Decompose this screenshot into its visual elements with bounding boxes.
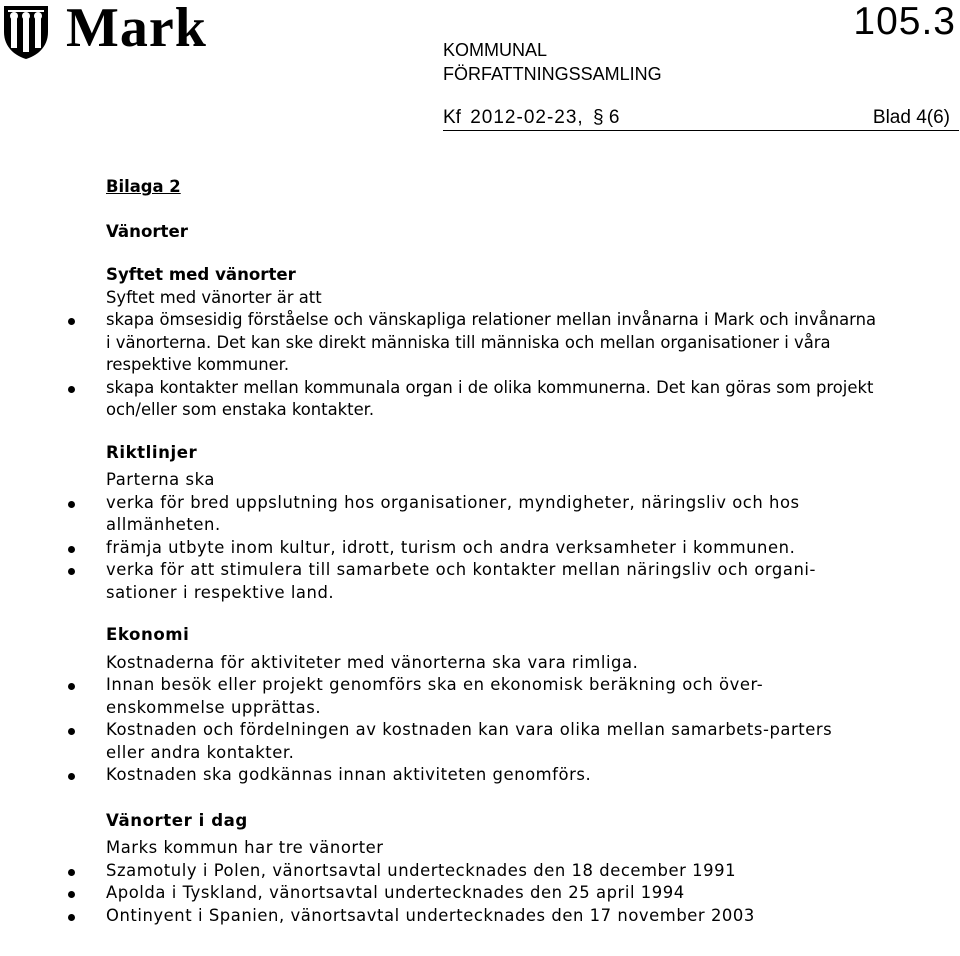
document-title: Vänorter: [106, 221, 188, 241]
collection-title: [443, 38, 662, 86]
sheet-number: Blad 4(6): [872, 107, 950, 128]
list-item: [106, 674, 876, 719]
decision-body: Kf: [443, 107, 461, 128]
list-item: [106, 309, 876, 377]
list-item: [106, 905, 876, 928]
bullet-icon: [68, 891, 75, 898]
section-heading: Vänorter i dag: [106, 810, 248, 830]
section-heading: Ekonomi: [106, 625, 190, 644]
section-guidelines: [106, 442, 876, 605]
list-item: [106, 492, 876, 537]
list-item: [106, 559, 876, 604]
bullet-icon: [68, 546, 75, 553]
decision-date: 2012-02-23,: [470, 107, 584, 128]
bullet-list: [106, 309, 876, 422]
section-lead: Syftet med vänorter är att: [106, 287, 322, 307]
list-item-text: verka för att stimulera till samarbete och kontakter mellan näringsliv och organi-sationer i respektive land.: [106, 560, 816, 602]
decision-reference: [443, 106, 619, 130]
list-item-text: Kostnaden ska godkännas innan aktiviteten genomförs.: [106, 765, 592, 784]
list-item-text: Ontinyent i Spanien, vänortsavtal undertecknades den 17 november 2003: [106, 905, 755, 925]
list-item: [106, 537, 876, 560]
list-item-text: Innan besök eller projekt genomförs ska en ekonomisk beräkning och över-enskommelse upprättas.: [106, 675, 764, 717]
bullet-icon: [68, 728, 75, 735]
section-lead: Marks kommun har tre vänorter: [106, 838, 384, 857]
bullet-list: [106, 492, 876, 605]
regulation-number: 105.3: [853, 0, 956, 43]
list-item-text: Szamotuly i Polen, vänortsavtal undertecknades den 18 december 1991: [106, 860, 737, 880]
paragraph-number: 6: [608, 107, 620, 128]
list-item: [106, 860, 876, 883]
list-item: [106, 882, 876, 905]
list-item-text: skapa kontakter mellan kommunala organ i de olika kommunerna. Det kan göras som projekt och/eller som enstaka kontakter.: [106, 377, 874, 419]
list-item-text: skapa ömsesidig förståelse och vänskapliga relationer mellan invånarna i Mark och invånarna i vänorterna. Det kan ske direkt människa till människa och mellan organisationer i våra respektive kommuner.: [106, 310, 877, 374]
list-item: [106, 764, 876, 787]
municipal-coat-of-arms-icon: [0, 2, 52, 60]
attachment-label: Bilaga 2: [106, 177, 181, 196]
list-item: [106, 377, 876, 422]
section-current-twin-towns: [106, 810, 876, 928]
bullet-list: [106, 674, 876, 787]
list-item-text: Kostnaden och fördelningen av kostnaden kan vara olika mellan samarbets-parters eller andra kontakter.: [106, 720, 833, 762]
list-item-text: verka för bred uppslutning hos organisationer, myndigheter, näringsliv och hos allmänheten.: [106, 492, 800, 534]
page-header: [0, 0, 960, 140]
section-lead: Parterna ska: [106, 470, 215, 489]
bullet-icon: [68, 501, 75, 508]
list-item-text: Apolda i Tyskland, vänortsavtal undertecknades den 25 april 1994: [106, 883, 685, 902]
section-economy: [106, 624, 876, 787]
bullet-icon: [68, 568, 75, 575]
bullet-icon: [68, 386, 75, 393]
bullet-list: [106, 860, 876, 928]
section-purpose: [106, 264, 876, 422]
municipality-logo-text: Mark: [66, 0, 207, 59]
section-heading: Riktlinjer: [106, 442, 198, 462]
bullet-icon: [68, 914, 75, 921]
collection-title-line-2: FÖRFATTNINGSSAMLING: [443, 64, 662, 84]
collection-title-line-1: KOMMUNAL: [443, 40, 548, 60]
document-body: [106, 176, 876, 927]
section-heading: Syftet med vänorter: [106, 265, 296, 284]
bullet-icon: [68, 318, 75, 325]
list-item: [106, 719, 876, 764]
bullet-icon: [68, 869, 75, 876]
section-symbol: §: [592, 107, 604, 128]
bullet-icon: [68, 773, 75, 780]
bullet-icon: [68, 683, 75, 690]
section-lead: Kostnaderna för aktiviteter med vänorterna ska vara rimliga.: [106, 652, 639, 672]
header-divider: [443, 130, 959, 131]
list-item-text: främja utbyte inom kultur, idrott, turism och andra verksamheter i kommunen.: [106, 537, 796, 557]
